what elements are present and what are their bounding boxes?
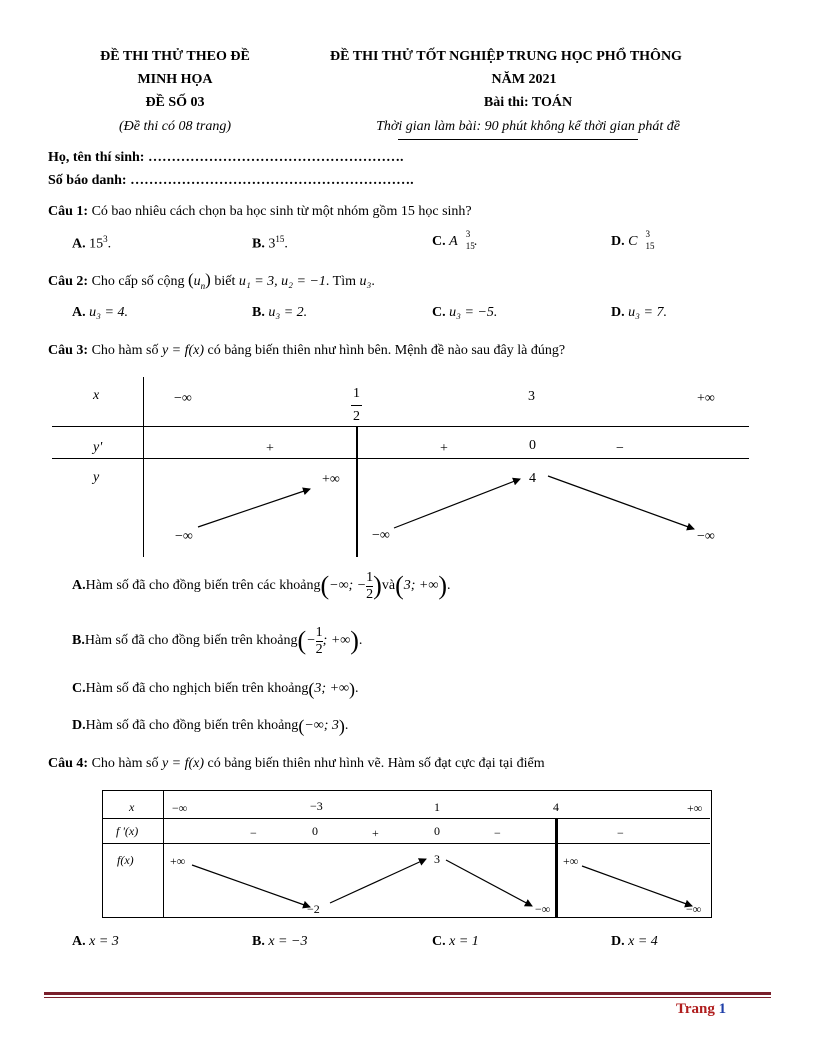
- q4-fp-sign-2: +: [372, 826, 379, 840]
- q4-fp-zero-1: 0: [312, 824, 318, 838]
- q2-label: Câu 2:: [48, 274, 89, 289]
- page-num: 1: [718, 1001, 727, 1017]
- q3-y-neg-inf-3: −∞: [697, 529, 715, 544]
- page-number: [676, 1001, 726, 1018]
- q4-fp-label: f '(x): [116, 824, 139, 838]
- q3-x-frac-den: 2: [353, 409, 360, 424]
- q4-fp-zero-2: 0: [434, 824, 440, 838]
- q3-option-b[interactable]: B. Hàm số đã cho đồng biến trên khoảng ( − $\frac{1}{2}$ ; +∞ ) .: [72, 624, 363, 657]
- q4-f-neg-inf-2: −∞: [686, 902, 702, 916]
- q4-fp-sign-1: −: [250, 826, 257, 840]
- q4-fp-sign-4: −: [617, 826, 624, 840]
- q3-arrow-down: [548, 476, 694, 529]
- q3-option-a[interactable]: A. Hàm số đã cho đồng biến trên các khoảng ( −∞; − $\frac{1}{2}$ ) và ( 3; +∞ ) .: [72, 569, 451, 602]
- q4-option-a[interactable]: A. x = 3: [72, 934, 119, 949]
- header-left-line3: ĐỀ SỐ 03: [145, 95, 205, 110]
- q2-option-c[interactable]: C. u₃ = −5.: [432, 305, 498, 320]
- q3-y-neg-inf-1: −∞: [175, 529, 193, 544]
- q3-yp-sign-3: −: [616, 441, 624, 456]
- q2-option-b[interactable]: B. u₃ = 2.: [252, 305, 308, 320]
- question-2: Câu 2: Cho cấp số cộng $(u_n)$ biết u₁ = 3, u₂ = −1. Tìm u₃.: [48, 270, 375, 291]
- q3-x-neg-inf: −∞: [174, 391, 192, 406]
- q3-x-frac-num: 1: [353, 386, 360, 401]
- student-id-dots[interactable]: …………………………………………………….: [130, 173, 414, 188]
- q3-y-max: 4: [529, 471, 536, 486]
- q4-x-4: 4: [553, 800, 559, 814]
- header-right-line2: NĂM 2021: [491, 72, 557, 87]
- q4-f-label: f(x): [117, 853, 134, 867]
- q1-option-d[interactable]: D. C 3 15: [611, 229, 655, 251]
- q4-f-max: 3: [434, 852, 440, 866]
- q2-option-d[interactable]: D. u₃ = 7.: [611, 305, 667, 320]
- header-left-line1: ĐỀ THI THỬ THEO ĐỀ: [100, 49, 250, 64]
- q2-option-a[interactable]: A. u₃ = 4.: [72, 305, 128, 320]
- q3-label: Câu 3:: [48, 343, 89, 358]
- q4-option-c[interactable]: C. x = 1: [432, 934, 479, 949]
- question-3: Câu 3: Cho hàm số y = f(x) có bảng biến thiên như hình bên. Mệnh đề nào sau đây là đúng?: [48, 343, 566, 358]
- q1-option-c[interactable]: C. A 3 15 .: [432, 229, 478, 251]
- q3-x-pos-inf: +∞: [697, 391, 715, 406]
- header-left-line2: MINH HỌA: [137, 72, 213, 87]
- q4-fp-sign-3: −: [494, 826, 501, 840]
- q1-option-a[interactable]: A. $15^3$.: [72, 234, 112, 252]
- q3-yp-sign-2: +: [440, 441, 448, 456]
- student-id-label: Số báo danh:: [48, 173, 131, 188]
- q4-x-neg-inf: −∞: [172, 801, 188, 815]
- q3-yp-sign-1: +: [266, 441, 274, 456]
- q4-x-label: x: [129, 800, 135, 814]
- q4-f-pos-inf-2: +∞: [563, 854, 579, 868]
- q4-label: Câu 4:: [48, 756, 89, 771]
- q3-option-d[interactable]: D. Hàm số đã cho đồng biến trên khoảng ( −∞; 3 ) .: [72, 715, 349, 736]
- q3-yp-zero: 0: [529, 438, 536, 453]
- q1-option-b[interactable]: B. $3^{15}$.: [252, 234, 288, 252]
- q3-y-pos-inf: +∞: [322, 472, 340, 487]
- header-right-line4: Thời gian làm bài: 90 phút không kể thời gian phát đề: [376, 119, 680, 134]
- q3-x-3: 3: [528, 389, 535, 404]
- footer-rule-thick: [44, 992, 771, 995]
- header-right-line1: ĐỀ THI THỬ TỐT NGHIỆP TRUNG HỌC PHỔ THÔNG: [330, 49, 682, 64]
- student-name-dots[interactable]: ……………………………………………….: [147, 150, 404, 165]
- q4-x-pos-inf: +∞: [687, 801, 703, 815]
- q4-x-minus3: −3: [310, 799, 323, 813]
- q4-f-min: −2: [307, 902, 320, 916]
- q4-f-neg-inf-1: −∞: [535, 902, 551, 916]
- header-right-line3: Bài thi: TOÁN: [483, 95, 573, 110]
- q3-arrow-up-1: [198, 489, 310, 527]
- q4-x-1: 1: [434, 800, 440, 814]
- q1-text: Có bao nhiêu cách chọn ba học sinh từ một nhóm gồm 15 học sinh?: [88, 204, 472, 219]
- page-label: Trang: [676, 1001, 715, 1017]
- footer-rule-thin: [44, 997, 771, 998]
- q4-option-d[interactable]: D. x = 4: [611, 934, 658, 949]
- q1-label: Câu 1:: [48, 204, 89, 219]
- q3-y-label: y: [93, 470, 100, 485]
- q3-option-c[interactable]: C. Hàm số đã cho nghịch biến trên khoảng ( 3; +∞ ) .: [72, 678, 359, 699]
- q4-f-pos-inf-1: +∞: [170, 854, 186, 868]
- q3-x-label: x: [93, 388, 100, 403]
- q3-y-neg-inf-2: −∞: [372, 528, 390, 543]
- q4-option-b[interactable]: B. x = −3: [252, 934, 308, 949]
- q3-yp-label: y': [93, 440, 103, 455]
- student-name-label: Họ, tên thí sinh:: [48, 150, 148, 165]
- question-4: Câu 4: Cho hàm số y = f(x) có bảng biến thiên như hình vẽ. Hàm số đạt cực đại tại điểm: [48, 756, 545, 771]
- q3-arrow-up-2: [394, 479, 520, 528]
- header-left-line4: (Đề thi có 08 trang): [119, 119, 231, 134]
